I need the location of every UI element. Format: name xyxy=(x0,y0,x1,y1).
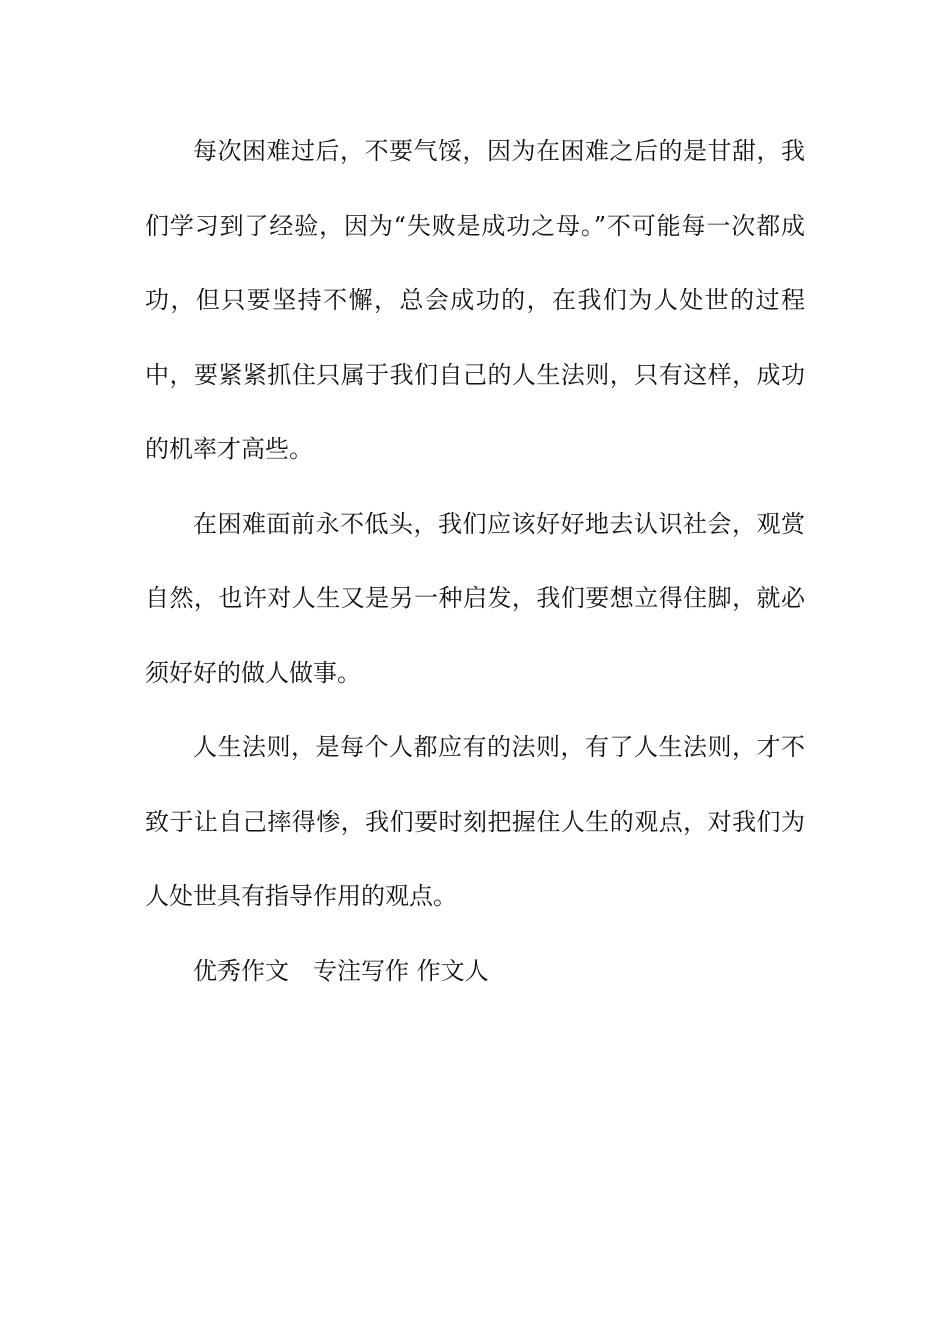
paragraph-3: 人生法则，是每个人都应有的法则，有了人生法则，才不致于让自己摔得惨，我们要时刻把握住人生的观点，对我们为人处世具有指导作用的观点。 xyxy=(145,733,805,910)
paragraph-2: 在困难面前永不低头，我们应该好好地去认识社会，观赏自然，也许对人生又是另一种启发，我们要想立得住脚，就必须好好的做人做事。 xyxy=(145,509,805,687)
paragraph-1: 每次困难过后，不要气馁，因为在困难之后的是甘甜，我们学习到了经验，因为“失败是成功之母。”不可能每一次都成功，但只要坚持不懈，总会成功的，在我们为人处世的过程中，要紧紧抓住只属于我们自己的人生法则，只有这样，成功的机率才高些。 xyxy=(145,137,805,463)
footer-text: 优秀作文 专注写作 作文人 xyxy=(193,956,489,985)
document-body xyxy=(145,114,805,1008)
